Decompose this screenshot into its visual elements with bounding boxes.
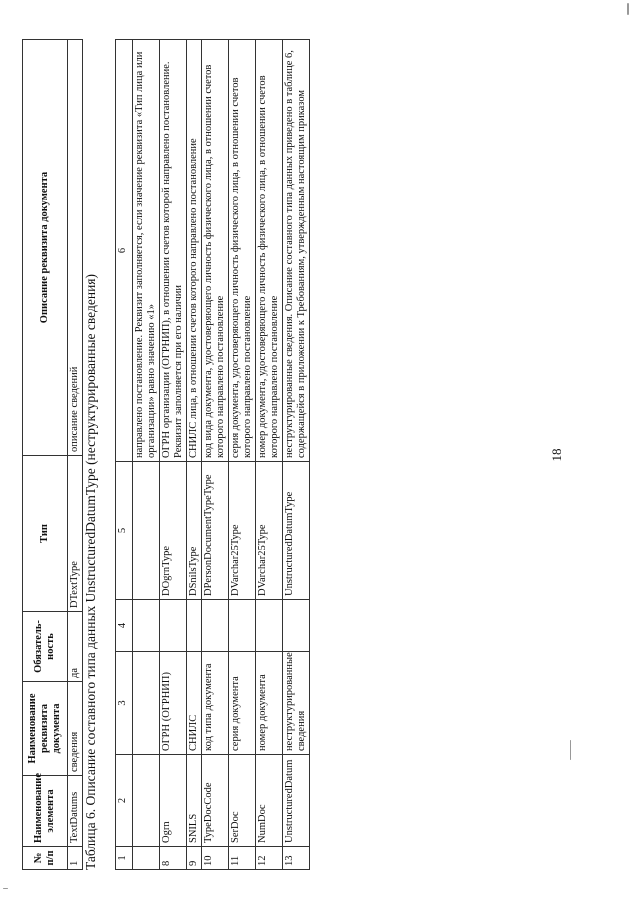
table-row: [202, 40, 229, 870]
data-type: DVarchar25Type: [256, 462, 283, 600]
requisite-description: неструктурированные сведения. Описание составного типа данных приведено в таблице 6, содержащейся в приложении к Требованиям, утвержденным настоящим приказом: [283, 40, 310, 462]
table-header-row: [116, 40, 133, 870]
required-flag: да: [68, 612, 83, 682]
requisite-description: направлено постановление. Реквизит заполняется, если значение реквизита «Тип лица или организации» равно значению «1»: [133, 40, 160, 462]
row-number: 10: [202, 847, 229, 870]
element-name: SerDoc: [229, 755, 256, 847]
element-name: UnstructuredDatum: [283, 755, 310, 847]
requisite-description: серия документа, удостоверяющего личность физического лица, в отношении счетов которого направлено постановление: [229, 40, 256, 462]
table-6: [22, 39, 83, 870]
data-type: DSnilsType: [187, 462, 202, 600]
column-number: 4: [116, 600, 133, 652]
row-number: 1: [68, 847, 83, 870]
table-6-caption: Таблица 6. Описание составного типа данных UnstructuredDatumType (неструктурированные сведения): [83, 273, 98, 870]
requisite-description: СНИЛС лица, в отношении счетов которого направлено постановление: [187, 40, 202, 462]
table-row: [187, 40, 202, 870]
requisite-name: [133, 652, 160, 755]
requisite-name: номер документа: [256, 652, 283, 755]
header-requisite-name: Наименование реквизита документа: [23, 682, 68, 776]
column-number: 5: [116, 462, 133, 600]
requisite-name: неструктурированные сведения: [283, 652, 310, 755]
requisite-name: серия документа: [229, 652, 256, 755]
row-number: [133, 847, 160, 870]
scan-artifact: [627, 3, 629, 15]
requisite-description: ОГРН организации (ОГРНИП), в отношении счетов которой направлено постановление. Реквизит заполняется при его наличии: [160, 40, 187, 462]
requisite-description: описание сведений: [68, 40, 83, 456]
table-header-row: [23, 40, 68, 870]
row-number: 9: [187, 847, 202, 870]
table-row: [160, 40, 187, 870]
row-number: 11: [229, 847, 256, 870]
element-name: TextDatums: [68, 776, 83, 847]
requisite-name: код типа документа: [202, 652, 229, 755]
data-type: DVarchar25Type: [229, 462, 256, 600]
table-5-continuation: [115, 39, 310, 870]
required-flag: [160, 600, 187, 652]
header-required: Обязатель- ность: [23, 612, 68, 682]
required-flag: [229, 600, 256, 652]
scan-artifact: [3, 888, 8, 889]
element-name: TypeDocCode: [202, 755, 229, 847]
header-number: № п/п: [23, 847, 68, 870]
data-type: DPersonDocumentTypeType: [202, 462, 229, 600]
row-number: 8: [160, 847, 187, 870]
data-type: UnstructuredDatumType: [283, 462, 310, 600]
requisite-description: номер документа, удостоверяющего личность физического лица, в отношении счетов которого направлено постановление: [256, 40, 283, 462]
page-number: 18: [549, 448, 564, 462]
required-flag: [202, 600, 229, 652]
table-row: [256, 40, 283, 870]
header-element-name: Наименование элемента: [23, 776, 68, 847]
requisite-name: СНИЛС: [187, 652, 202, 755]
required-flag: [187, 600, 202, 652]
column-number: 2: [116, 755, 133, 847]
data-type: [133, 462, 160, 600]
requisite-description: код вида документа, удостоверяющего личность физического лица, в отношении счетов которого направлено постановление: [202, 40, 229, 462]
column-number: 6: [116, 40, 133, 462]
table-row: [68, 40, 83, 870]
table-row: [133, 40, 160, 870]
element-name: SNILS: [187, 755, 202, 847]
data-type: DOgrnType: [160, 462, 187, 600]
element-name: NumDoc: [256, 755, 283, 847]
row-number: 12: [256, 847, 283, 870]
element-name: Ogrn: [160, 755, 187, 847]
row-number: 13: [283, 847, 310, 870]
requisite-name: сведения: [68, 682, 83, 776]
column-number: 1: [116, 847, 133, 870]
header-type: Тип: [23, 456, 68, 612]
required-flag: [133, 600, 160, 652]
table-row: [283, 40, 310, 870]
required-flag: [256, 600, 283, 652]
table-row: [229, 40, 256, 870]
header-description: Описание реквизита документа: [23, 40, 68, 456]
data-type: DTextType: [68, 456, 83, 612]
column-number: 3: [116, 652, 133, 755]
requisite-name: ОГРН (ОГРНИП): [160, 652, 187, 755]
rotated-content: [20, 40, 580, 870]
element-name: [133, 755, 160, 847]
required-flag: [283, 600, 310, 652]
